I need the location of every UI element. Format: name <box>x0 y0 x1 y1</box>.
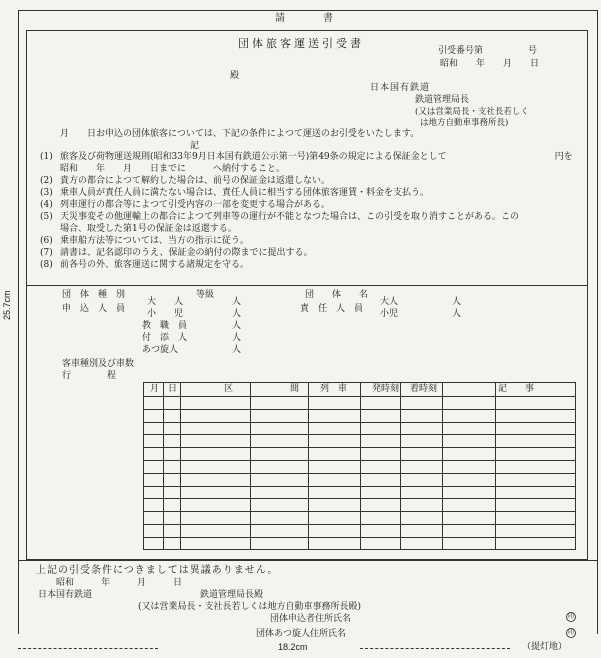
issuer-alt-1: (又は営業局長・支社長若しく <box>415 107 529 117</box>
seal-mark: 印 <box>567 613 574 620</box>
outer-frame-divider <box>18 560 598 561</box>
condition-text: 昭和 年 月 日までに へ納付すること。 <box>60 164 286 174</box>
table-header-cell: 発時刻 <box>372 384 400 394</box>
table-header-cell: 日 <box>168 384 178 394</box>
condition-text: 乗車船方法等については、当方の指示に従う。 <box>60 236 249 246</box>
adult-label: 大 人 <box>147 297 184 307</box>
teacher-label: 教 職 員 <box>142 321 188 331</box>
seal-mark: 印 <box>567 629 574 636</box>
intro-text: 月 日お申込の団体旅客については、下記の条件によつて運送のお引受をいたします。 <box>60 129 420 139</box>
acceptance-text: 上記の引受条件につきましては異議ありません。 <box>36 565 279 576</box>
table-header-cell: 月 <box>150 384 160 394</box>
bottom-dimension: 18.2cm <box>278 642 308 652</box>
table-row-line <box>143 422 576 423</box>
intermediary-rep-label: 団体あつ旋人住所氏名 <box>256 629 347 639</box>
sign-office: 鉄道管理局長殿 <box>200 590 264 600</box>
condition-text: 場合、取受した第1号の保証金は返還する。 <box>60 224 237 234</box>
child-label: 小 児 <box>147 309 184 319</box>
issuer-office: 鉄道管理局長 <box>415 95 470 105</box>
table-row-line <box>143 511 576 512</box>
table-header-cell: 区 <box>224 384 234 394</box>
table-row-line <box>143 447 576 448</box>
table-row-line <box>143 486 576 487</box>
issuer-alt-2: は地方自動車事務所長) <box>420 118 509 128</box>
table-row-line <box>143 473 576 474</box>
unit-teacher: 人 <box>232 321 242 331</box>
table-header-cell: 間 <box>290 384 300 394</box>
table-header-cell: 列 車 <box>320 384 348 394</box>
table-header-cell: 記 事 <box>498 384 535 394</box>
sign-alt: (又は営業局長・支社長若しくは地方自動車事務所長殿) <box>138 602 362 612</box>
class-label: 等級 <box>196 290 215 300</box>
receipt-number: 引受番号第 号 <box>438 46 538 56</box>
request-header: 請 書 <box>275 13 335 24</box>
side-dimension-label: 25.7cm <box>2 290 12 320</box>
table-row-line <box>143 434 576 435</box>
unit-adult: 人 <box>232 297 242 307</box>
condition-text: 旅客及び荷物運送規則(昭和33年9月日本国有鉄道公示第一号)第49条の規定による保証金として 円を <box>60 152 573 162</box>
form-title: 団体旅客運送引受書 <box>238 37 364 50</box>
itinerary-label: 行 程 <box>62 371 117 381</box>
responsible-adult: 大人 <box>380 297 399 307</box>
unit-intermediary: 人 <box>232 345 242 355</box>
unit-attendant: 人 <box>232 333 242 343</box>
condition-text: 貴方の都合によつて解約した場合は、前号の保証金は返還しない。 <box>60 176 331 186</box>
condition-number: (2) <box>40 176 53 186</box>
condition-text: 天災事変その他運輸上の都合によつて列車等の運行が不能となつた場合は、この引受を取り消すことがある。この <box>60 212 520 222</box>
condition-number: (3) <box>40 188 53 198</box>
group-rep-label: 団体申込者住所氏名 <box>270 614 352 624</box>
condition-number: (7) <box>40 248 53 258</box>
unit-resp-child: 人 <box>452 309 462 319</box>
table-row-line <box>143 409 576 410</box>
applicants-label: 申 込 人 員 <box>62 304 126 314</box>
table-header-cell: 着時刻 <box>410 384 438 394</box>
bottom-dimension-line-left <box>18 648 158 649</box>
condition-number: (8) <box>40 260 53 270</box>
condition-number: (5) <box>40 212 53 222</box>
responsible-child: 小児 <box>380 309 399 319</box>
condition-number: (1) <box>40 152 53 162</box>
table-row-line <box>143 460 576 461</box>
side-dimension <box>2 260 14 340</box>
unit-resp-adult: 人 <box>452 297 462 307</box>
attendant-label: 付 添 人 <box>142 333 188 343</box>
condition-text: 乗車人員が責任人員に満たない場合は、責任人員に相当する団体旅客運賃・料金を支払う。 <box>60 188 430 198</box>
footer-note: （提灯地） <box>522 642 568 652</box>
condition-text: 請書は、記名認印のうえ、保証金の納付の際までに提出する。 <box>60 248 313 258</box>
group-type-label: 団 体 種 別 <box>62 290 126 300</box>
issuer-company: 日本国有鉄道 <box>370 83 431 93</box>
condition-text: 前各号の外、旅客運送に関する諸規定を守る。 <box>60 260 250 270</box>
condition-text: 列車運行の都合等によつて引受内容の一部を変更する場合がある。 <box>60 200 331 210</box>
table-row-line <box>143 524 576 525</box>
unit-child: 人 <box>232 309 242 319</box>
ki-label: 記 <box>190 141 200 151</box>
header-date: 昭和 年 月 日 <box>440 59 540 69</box>
table-row-line <box>143 396 576 397</box>
intermediary-label: あつ旋人 <box>142 345 179 355</box>
table-row-line <box>143 498 576 499</box>
condition-number: (4) <box>40 200 53 210</box>
bottom-dimension-line-right <box>360 648 510 649</box>
conditions-divider <box>26 285 588 286</box>
car-type-label: 客車種別及び車数 <box>62 359 135 369</box>
responsible-label: 責 任 人 員 <box>300 304 364 314</box>
sign-company: 日本国有鉄道 <box>38 590 93 600</box>
addressee-suffix: 殿 <box>230 71 240 81</box>
table-row-line <box>143 537 576 538</box>
group-name-label: 団 体 名 <box>305 290 369 300</box>
condition-number: (6) <box>40 236 53 246</box>
sign-date: 昭和 年 月 日 <box>56 578 183 588</box>
